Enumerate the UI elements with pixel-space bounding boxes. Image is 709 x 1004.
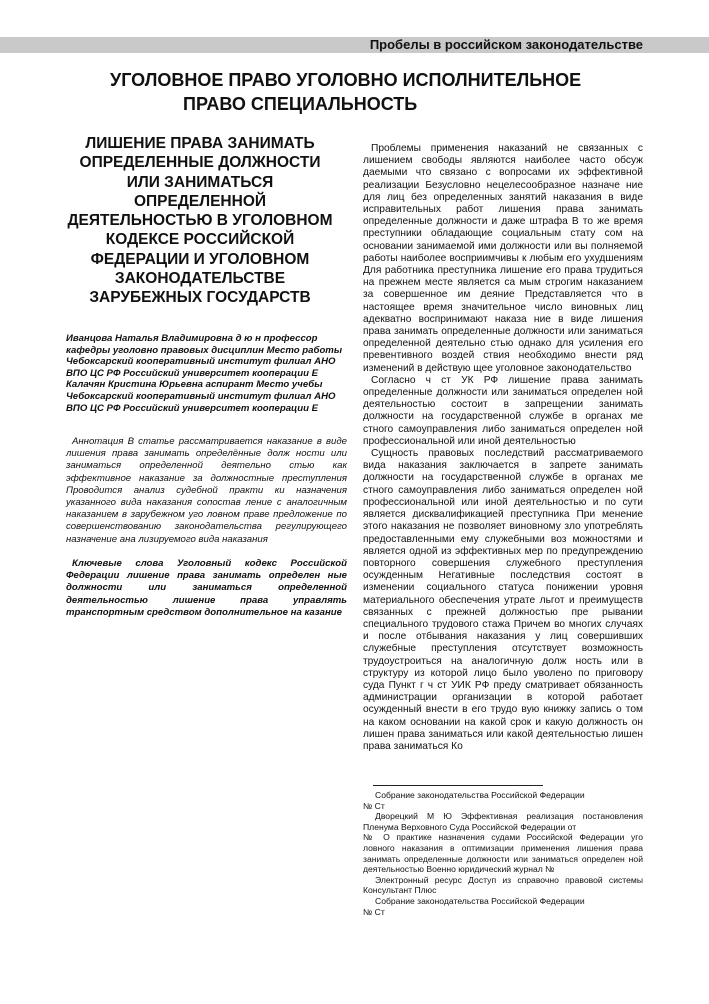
authors-block [66,333,347,414]
journal-header-bar [0,37,709,53]
rubric-heading [100,68,630,116]
rubric-line-2: ПРАВО СПЕЦИАЛЬНОСТЬ [183,94,418,114]
journal-section-title: Пробелы в российском законодательстве [369,37,643,52]
author-2: Калачян Кристина Юрьевна аспирант Место учебы Чебоксарский кооперативный институт филиал АНО ВПО ЦС РФ Российский университет кооперации Е [66,379,336,414]
footnote-1-line-1: Собрание законодательства Российской Федерации [375,790,585,800]
rubric-line-1: УГОЛОВНОЕ ПРАВО УГОЛОВНО ИСПОЛНИТЕЛЬНОЕ [110,70,582,90]
footnote-3-line-2: № Ст [363,906,385,917]
keywords: Ключевые слова Уголовный кодекс Российской Федерации лишение права занимать определен ные должности или заниматься определенной деятельностью лишение права управлять транспортным средством дополнительное на казание [66,558,347,618]
body-text-column [363,143,643,753]
footnote-separator [373,785,543,786]
footnote-2-line-1: Дворецкий М Ю Эффективная реализация постановления Пленума Верховного Суда Российской Федерации от [363,811,643,832]
body-paragraph: Проблемы применения наказаний не связанных с лишением свободы являются наиболее часто обсуж даемыми что связано с вопросами их эффективной реализации Безусловно нецелесообразное назначе ние для лиц без определенных занятий наказания в виде исправительных работ лишения права занимать определенные должности и даже штрафа В то же время преступники обладающие социальным стату сом на основании занимаемой ими должности или вы полняемой работы наиболее восприимчивы к любым его ухудшениям Для работника преступника лишение его права трудиться на прежнем месте является са мым строгим наказанием за совершенное им деяние Представляется что в настоящее время значительное число виновных лиц адекватно воспринимают наказа ние в виде лишения права занимать определенные должности или заниматься определенной деятельно стью однако для усиления его превентивного воздей ствия необходимо внести ряд изменений в действую щее уголовное законодательство [363,143,643,374]
author-1: Иванцова Наталья Владимировна д ю н профессор кафедры уголовно правовых дисциплин Место работы Чебоксарский кооперативный институт филиал АНО ВПО ЦС РФ Российский университет кооперации Е [66,333,343,379]
body-paragraph: Сущность правовых последствий рассматриваемого вида наказания заключается в запрете занимать должности на государственной службе в органах ме стного самоуправления либо заниматься определен ной профессиональной или иной деятельностью и по сути является дисквалификацией преступника При менение этого наказания не позволяет виновному зло употреблять предоставленными ему служебными воз можностями и является одной из эффективных мер по предупреждению повторного совершения служебного преступления осужденным Негативные последствия состоят в изменении социального статуса понижении уровня материального обеспечения утрате льгот и преимуществ связанных с прежней должностью пре рывании специального трудового стажа Причем во многих случаях и после отбывания наказания у лиц совершивших служебные преступления отсутствует возможность трудоустроиться на аналогичную долж ность или в структуру из которой лицо было уволено по приговору суда Пункт г ч ст УИК РФ преду сматривает обязанность администрации организации в которой работает осужденный внести в его трудо вую книжку запись о том на каком основании на какой срок и какую должность он лишен права заниматься или какой деятельностью лишен права заниматься Ко [363,448,643,752]
footnote-2-line-3: Электронный ресурс Доступ из справочно правовой системы Консультант Плюс [363,874,643,896]
abstract: Аннотация В статье рассматривается наказание в виде лишения права занимать определённые долж ности или заниматься определенной деятельно стью как эффективное наказание за должностные преступления Проводится анализ судебной практи ки назначения указанного вида наказания сопостав ление с аналогичным наказанием в зарубежном уго ловном праве предложение по совершенствованию законодательства регулирующего назначение ана лизируемого вида наказания [66,436,347,545]
body-paragraph: Согласно ч ст УК РФ лишение права занимать определенные должности или заниматься определен ной деятельностью состоит в запрещении занимать должности на государственной службе в органах ме стного самоуправления либо заниматься определен ной профессиональной или иной деятельностью [363,374,643,447]
article-title: ЛИШЕНИЕ ПРАВА ЗАНИМАТЬ ОПРЕДЕЛЕННЫЕ ДОЛЖНОСТИ ИЛИ ЗАНИМАТЬСЯ ОПРЕДЕЛЕННОЙ ДЕЯТЕЛЬНОСТЬЮ В УГОЛОВНОМ КОДЕКСЕ РОССИЙСКОЙ ФЕДЕРАЦИИ И УГОЛОВНОМ ЗАКОНОДАТЕЛЬСТВЕ ЗАРУБЕЖНЫХ ГОСУДАРСТВ [67,135,333,307]
footnote-3-line-1: Собрание законодательства Российской Федерации [375,895,585,906]
footnote-2-line-2: № О практике назначения судами Российской Федерации уго ловного наказания в оптимизации применения лишения права занимать определенные должности или заниматься определен ной деятельностью Военно юридический журнал № [363,832,643,875]
footnotes [363,790,643,917]
footnote-1-line-2: № Ст [363,800,385,811]
